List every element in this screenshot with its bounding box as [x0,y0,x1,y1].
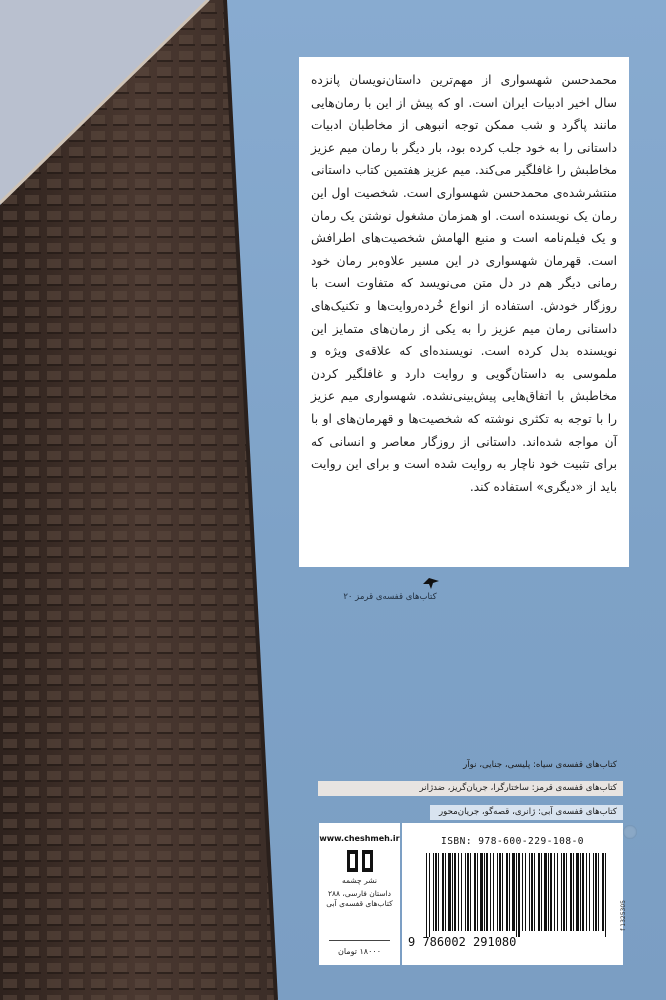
price-divider [329,940,390,941]
publisher-shelf: کتاب‌های قفسه‌ی آبی [326,899,393,908]
barcode-bar [429,853,430,937]
barcode-bar [563,853,565,931]
barcode-bar [598,853,599,931]
barcode-bar [550,853,552,931]
barcode-bar [448,853,451,931]
blurb-panel [299,57,629,567]
barcode-bar [497,853,498,931]
barcode-bar [509,853,510,931]
barcode-bar [470,853,471,931]
barcode-bar [522,853,523,931]
barcode-bar [589,853,590,931]
barcode-bar [474,853,476,931]
price-label: ۱۸۰۰۰ تومان [338,947,381,956]
barcode-bar [506,853,508,931]
barcode-bar [467,853,469,931]
barcode-bar [531,853,533,931]
barcode-bar [593,853,594,931]
barcode-bar [525,853,526,931]
barcode-bar [442,853,444,931]
barcode-bar [605,853,606,937]
shelf-black-strip: کتاب‌های قفسه‌ی سیاه: پلیسی، جنایی، نوآر [463,760,617,770]
barcode-bar [435,853,437,931]
barcode-bar [570,853,572,931]
series-name: کتاب‌های قفسه‌ی قرمز ۲۰ [343,592,437,602]
blurb-text: محمدحسن شهسواری از مهم‌ترین داستان‌نویسان پانزده سال اخیر ادبیات ایران است. او که پیش از این با رمان‌هایی مانند پاگرد و شب ممکن توجه انبوهی از مخاطبان ادبیات داستانی را به خود جلب کرده بود، بار دیگر با رمان میم عزیز مخاطبش را غافلگیر می‌کند. میم عزیز هفتمین کتاب داستانی منتشرشده‌ی محمدحسن شهسواری است. شخصیت اول این رمان یک نویسنده است. او همزمان مشغول نوشتن یک رمان و یک فیلم‌نامه است و منبع الهامش شخصیت‌های اطرافش است. قهرمان شهسواری در این مسیر علاوه‌بر رمان خود رمانی دیگر هم در دل متن می‌نویسد که متفاوت است با روزگار خودش. استفاده از انواع خُرده‌روایت‌ها و تکنیک‌های داستانی رمان میم عزیز را به یکی از رمان‌های متمایز این نویسنده بدل کرده است. نویسنده‌ای که علاقه‌ی ویژه و ملموسی به داستان‌گویی و روایت دارد و غافلگیر کردن مخاطبش با اتفاق‌هایی پیش‌بینی‌نشده. شهسواری میم عزیز را با توجه به تکثری نوشته که شخصیت‌ها و قهرمان‌های او با آن مواجه شده‌اند. داستانی از روزگار معاصر و انسانی که برای تثبیت خود ناچار به روایت شده است و برای این روایت باید از «دیگری» استفاده کند. [311,73,617,494]
isbn-text: ISBN: 978-600-229-108-0 [440,836,585,847]
barcode-bar [512,853,515,931]
barcode-bar [490,853,491,931]
barcode-bar [480,853,483,931]
barcode-bar [573,853,574,931]
barcode-bar [484,853,485,931]
side-code: f 1325305 [620,900,627,931]
barcode-bar [538,853,540,931]
sticker-dot [623,825,637,839]
barcode-bar [541,853,542,931]
barcode-bar [433,853,434,931]
publisher-brand: نشر چشمه [342,876,377,885]
shelf-red-strip: کتاب‌های قفسه‌ی قرمز: ساختارگرا، جریان‌گریز، ضدژانر [318,781,623,796]
barcode-bar [548,853,549,931]
barcode-bar [465,853,466,931]
bird-logo-icon [422,575,440,591]
barcode-bar [602,853,604,931]
barcode-bar [426,853,427,937]
barcode-panel [402,823,623,965]
barcode-bar [554,853,555,931]
barcode-bar [516,853,517,937]
barcode-bar [499,853,501,931]
shelf-blue-strip: کتاب‌های قفسه‌ی آبی: ژانری، قصه‌گو، جریان‌محور [430,805,623,820]
barcode-bar [477,853,478,931]
publisher-website: www.cheshmeh.ir [319,834,400,843]
publisher-category: داستان فارسی، ۲۸۸ [327,889,392,898]
barcode-bar [452,853,453,931]
publisher-box [319,823,400,965]
cheshmeh-logo-icon [345,848,375,874]
barcode-bar [486,853,488,931]
barcode-bar [580,853,581,931]
barcode-bar [557,853,558,931]
barcode-bar [561,853,562,931]
barcode-bar [595,853,597,931]
barcode-bar [454,853,456,931]
barcode-bar [445,853,446,931]
barcode-bar [458,853,459,931]
barcode-icon [424,853,609,937]
barcode-bar [534,853,535,931]
barcode-bar [493,853,494,931]
barcode-digits: 9 786002 291080 [408,935,517,949]
barcode-bar [438,853,439,931]
barcode-bar [544,853,547,931]
barcode-bar [518,853,520,937]
barcode-bar [461,853,462,931]
barcode-bar [582,853,584,931]
barcode-bar [586,853,587,931]
barcode-bar [566,853,567,931]
barcode-bar [576,853,579,931]
barcode-bar [529,853,530,931]
barcode-bar [502,853,503,931]
